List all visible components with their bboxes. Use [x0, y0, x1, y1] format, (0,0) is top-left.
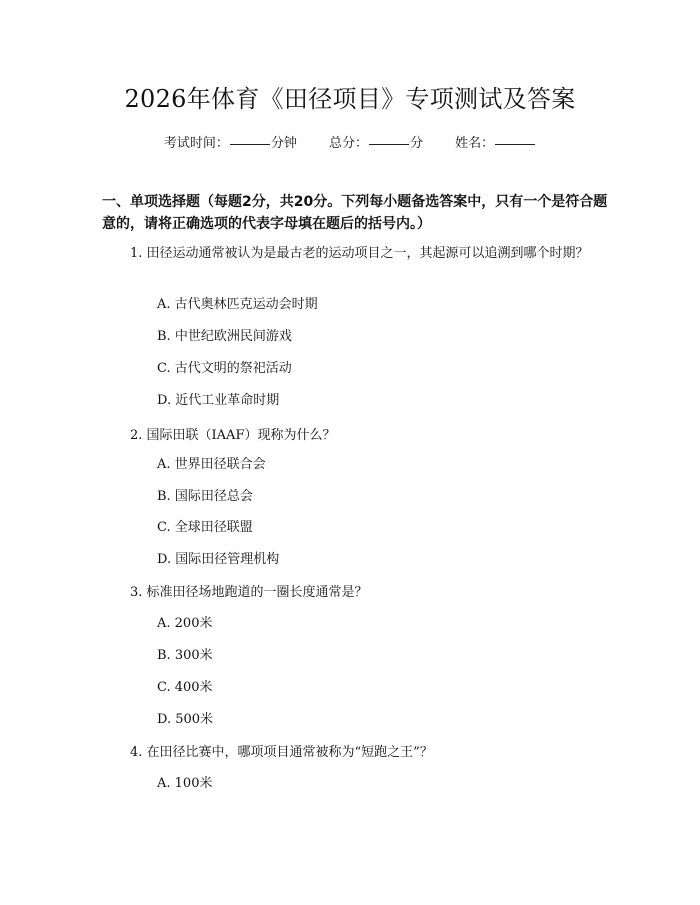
total-score-field [329, 135, 423, 153]
total-score-blank [369, 144, 409, 145]
question-4: 4. 在田径比赛中，哪项项目通常被称为“短跑之王”？ [130, 745, 433, 760]
question-3: 3. 标准田径场地跑道的一圈长度通常是？ [130, 585, 368, 600]
exam-time-label: 考试时间： [163, 136, 229, 151]
student-name-blank [495, 144, 535, 145]
student-name-field [455, 135, 536, 153]
question-1-option-b: B. 中世纪欧洲民间游戏 [157, 329, 292, 344]
question-2-option-d: D. 国际田径管理机构 [157, 552, 280, 567]
question-1-option-c: C. 古代文明的祭祀活动 [157, 361, 292, 376]
question-3-option-a: A. 200米 [157, 616, 213, 631]
page-title: 2026年体育《田径项目》专项测试及答案 [124, 85, 576, 113]
question-3-option-d: D. 500米 [157, 712, 214, 727]
exam-meta-line [0, 135, 700, 153]
question-3-option-b: B. 300米 [157, 648, 213, 663]
exam-time-unit: 分钟 [270, 136, 297, 151]
single-choice-section-heading: 一、单项选择题（每题2分，共20分。下列每小题备选答案中，只有一个是符合题意的，请将正确选项的代表字母填在题后的括号内。） [102, 194, 608, 232]
question-4-option-a: A. 100米 [157, 776, 213, 791]
question-3-option-c: C. 400米 [157, 680, 213, 695]
total-score-label: 总分： [328, 136, 368, 151]
total-score-unit: 分 [410, 136, 424, 151]
question-1-option-d: D. 近代工业革命时期 [157, 393, 280, 408]
question-1: 1. 田径运动通常被认为是最古老的运动项目之一，其起源可以追溯到哪个时期？ [130, 246, 589, 261]
exam-time-blank [230, 144, 270, 145]
question-2: 2. 国际田联（IAAF）现称为什么？ [130, 428, 336, 443]
question-2-option-b: B. 国际田径总会 [157, 489, 253, 504]
question-2-option-a: A. 世界田径联合会 [157, 457, 266, 472]
student-name-label: 姓名： [455, 136, 495, 151]
question-1-option-a: A. 古代奥林匹克运动会时期 [157, 297, 318, 312]
exam-time-field [164, 135, 297, 153]
question-2-option-c: C. 全球田径联盟 [157, 520, 253, 535]
